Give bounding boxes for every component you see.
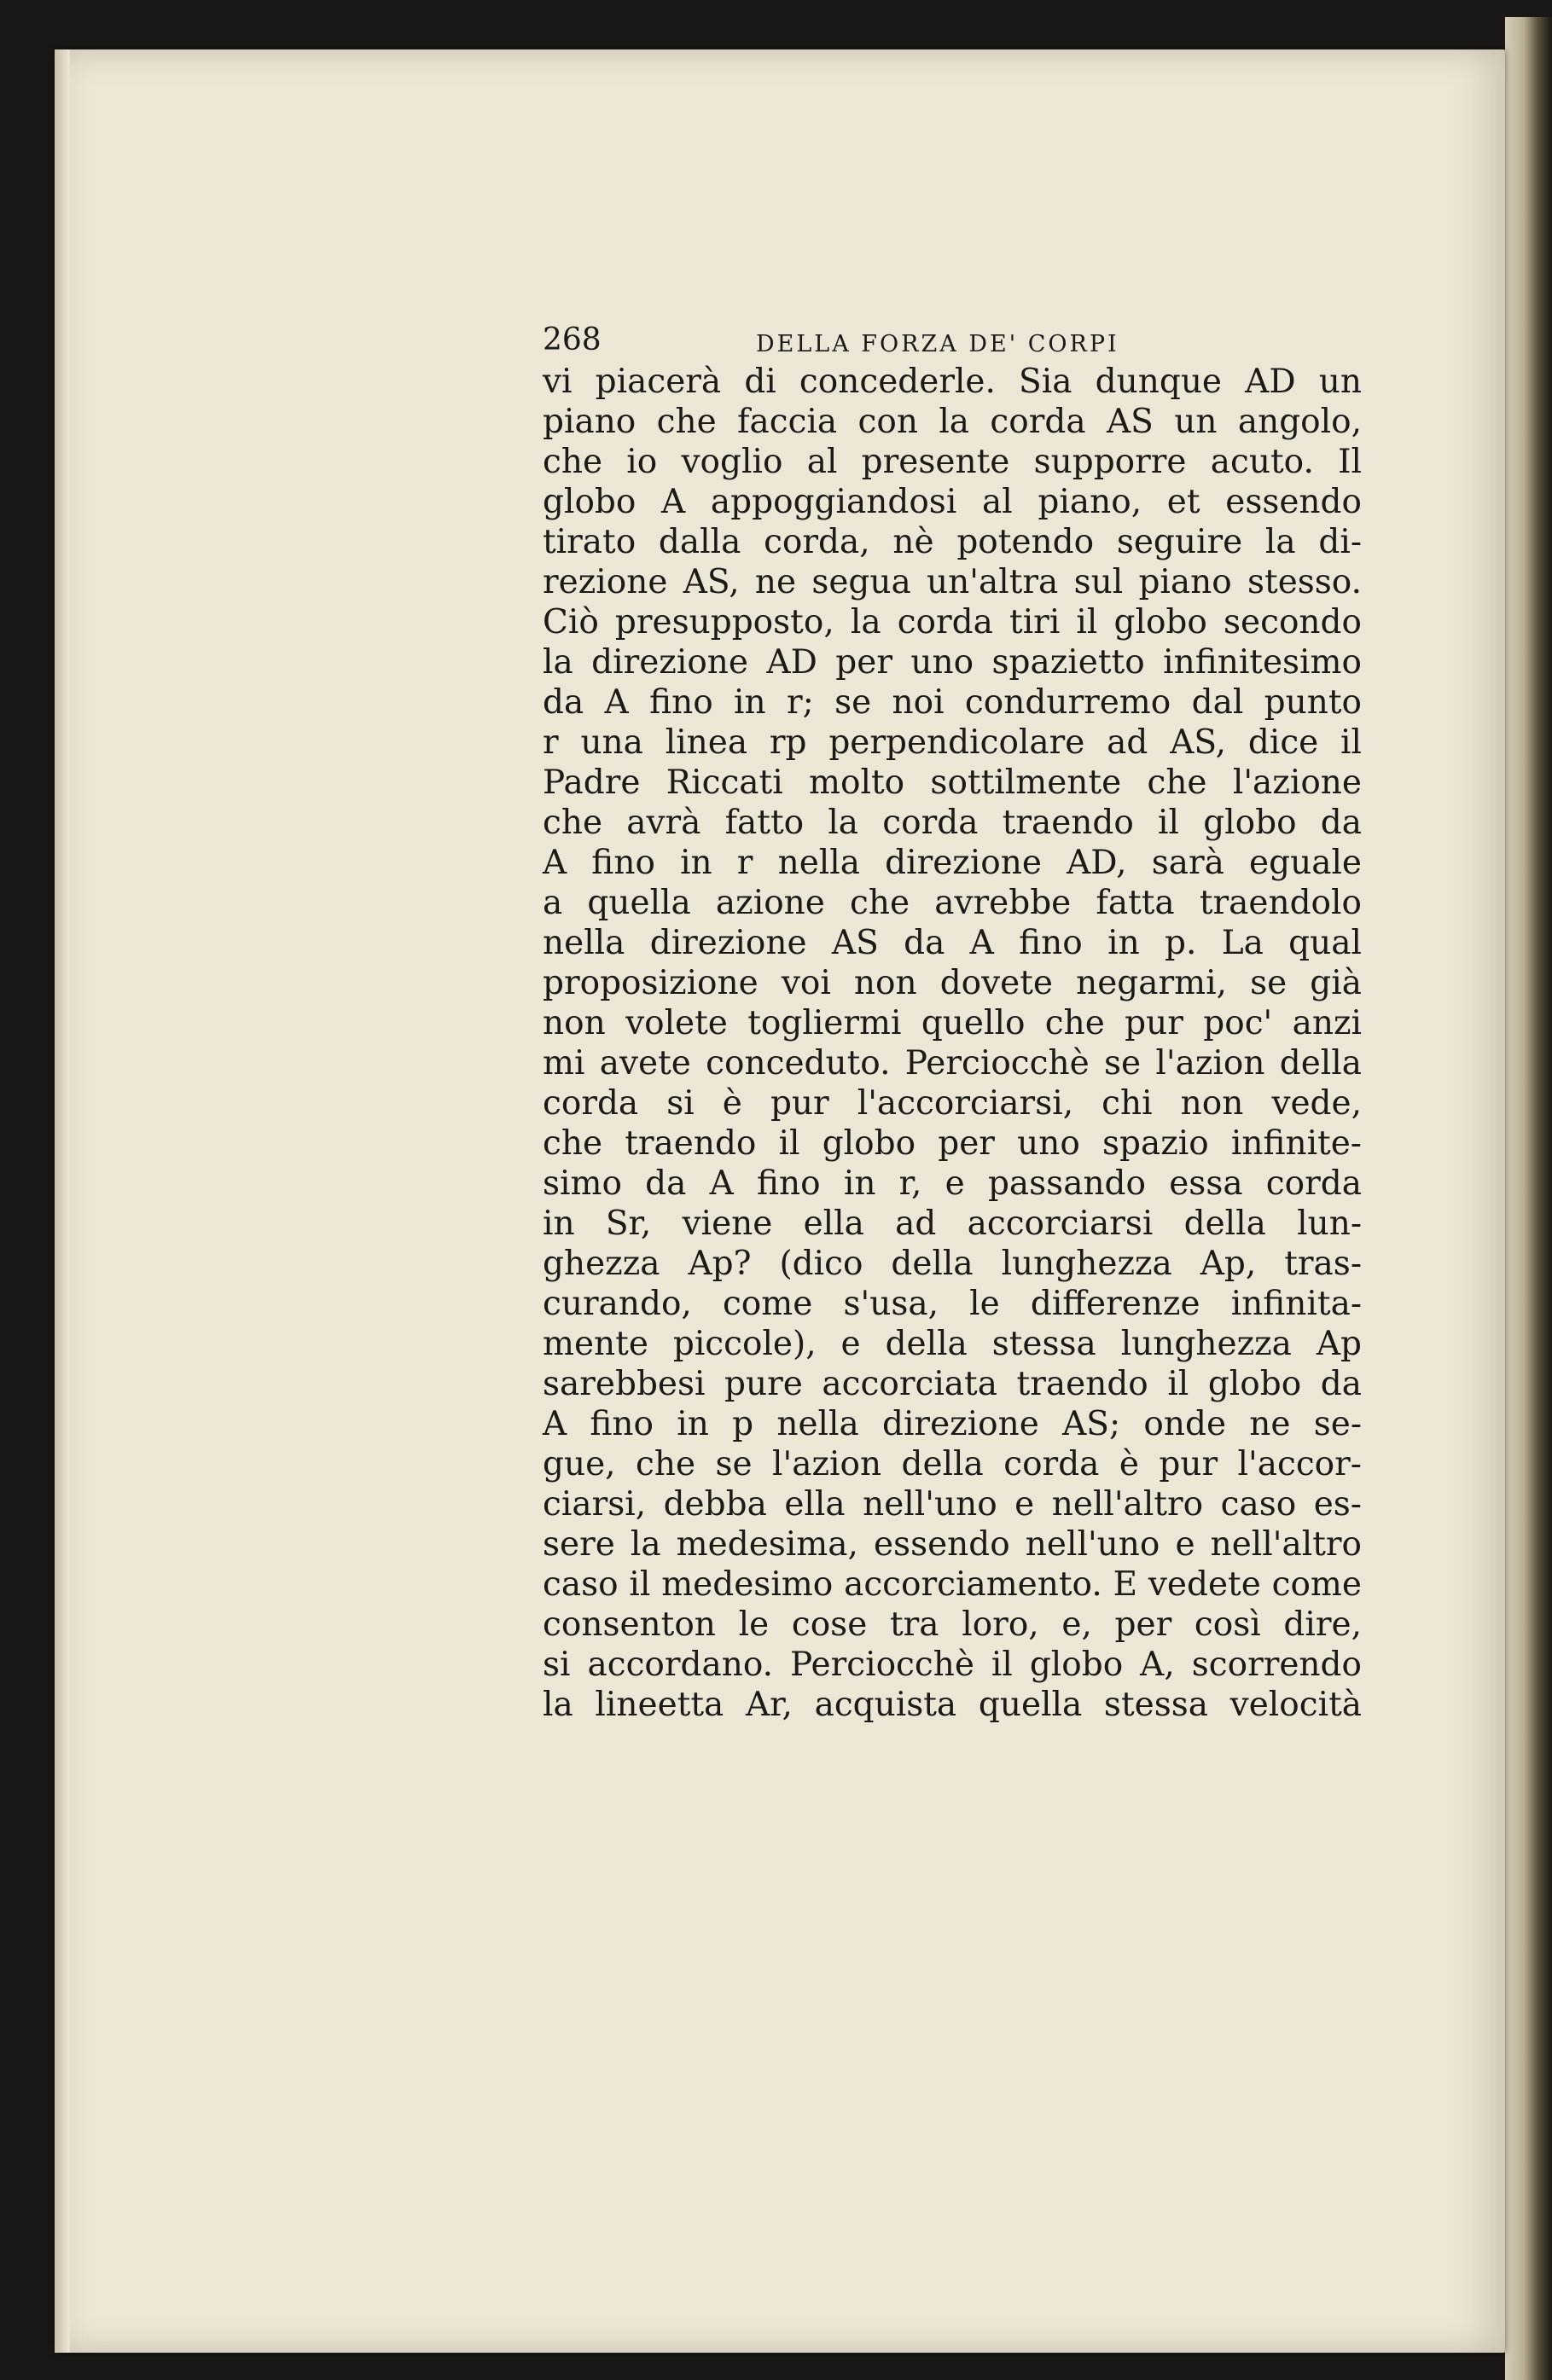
text-line: ghezza Ap? (dico della lunghezza Ap, tras- bbox=[543, 1245, 1362, 1283]
text-line: globo A appoggiandosi al piano, et essendo bbox=[543, 483, 1362, 521]
text-line: a quella azione che avrebbe fatta traendolo bbox=[543, 884, 1362, 922]
body-text bbox=[543, 362, 1362, 1725]
text-line: ciarsi, debba ella nell'uno e nell'altro caso es- bbox=[543, 1485, 1362, 1524]
text-line: A fino in r nella direzione AD, sarà eguale bbox=[543, 844, 1362, 882]
text-line: tirato dalla corda, nè potendo seguire la di- bbox=[543, 523, 1362, 561]
text-line: si accordano. Perciocchè il globo A, scorrendo bbox=[543, 1646, 1362, 1684]
text-line: nella direzione AS da A fino in p. La qual bbox=[543, 924, 1362, 962]
page-left-shadow bbox=[55, 49, 70, 2353]
text-line: consenton le cose tra loro, e, per così dire, bbox=[543, 1605, 1362, 1644]
text-line: proposizione voi non dovete negarmi, se già bbox=[543, 964, 1362, 1002]
text-line: non volete togliermi quello che pur poc' anzi bbox=[543, 1004, 1362, 1042]
text-line: la lineetta Ar, acquista quella stessa velocità bbox=[543, 1686, 1362, 1724]
text-line: sarebbesi pure accorciata traendo il globo da bbox=[543, 1365, 1362, 1403]
text-line: da A fino in r; se noi condurremo dal punto bbox=[543, 683, 1362, 722]
text-line: che io voglio al presente supporre acuto. Il bbox=[543, 443, 1362, 481]
text-line: simo da A fino in r, e passando essa corda bbox=[543, 1164, 1362, 1203]
text-line: Ciò presupposto, la corda tiri il globo secondo bbox=[543, 603, 1362, 641]
text-line: corda si è pur l'accorciarsi, chi non vede, bbox=[543, 1084, 1362, 1123]
text-line: vi piacerà di concederle. Sia dunque AD un bbox=[543, 363, 1362, 401]
text-line: rezione AS, ne segua un'altra sul piano stesso. bbox=[543, 563, 1362, 601]
text-line: mi avete conceduto. Perciocchè se l'azion della bbox=[543, 1044, 1362, 1083]
text-line: in Sr, viene ella ad accorciarsi della lun- bbox=[543, 1205, 1362, 1243]
text-line: A fino in p nella direzione AS; onde ne se- bbox=[543, 1405, 1362, 1443]
text-line: r una linea rp perpendicolare ad AS, dice il bbox=[543, 723, 1362, 762]
running-head bbox=[543, 317, 1362, 362]
text-line: sere la medesima, essendo nell'uno e nell'altro bbox=[543, 1525, 1362, 1564]
text-line: caso il medesimo accorciamento. E vedete come bbox=[543, 1565, 1362, 1604]
page-number: 268 bbox=[543, 322, 602, 357]
book-gutter-edge bbox=[1505, 17, 1552, 2380]
text-line: Padre Riccati molto sottilmente che l'azione bbox=[543, 763, 1362, 802]
text-line: curando, come s'usa, le differenze infinita- bbox=[543, 1285, 1362, 1323]
text-line: la direzione AD per uno spazietto infinitesimo bbox=[543, 643, 1362, 682]
text-line: mente piccole), e della stessa lunghezza Ap bbox=[543, 1325, 1362, 1363]
text-line: che traendo il globo per uno spazio infinite- bbox=[543, 1124, 1362, 1163]
running-head-title: DELLA FORZA DE' CORPI bbox=[756, 331, 1119, 357]
text-line: gue, che se l'azion della corda è pur l'accor- bbox=[543, 1445, 1362, 1483]
text-line: che avrà fatto la corda traendo il globo da bbox=[543, 804, 1362, 842]
text-line: piano che faccia con la corda AS un angolo, bbox=[543, 403, 1362, 441]
text-block bbox=[543, 317, 1362, 1725]
